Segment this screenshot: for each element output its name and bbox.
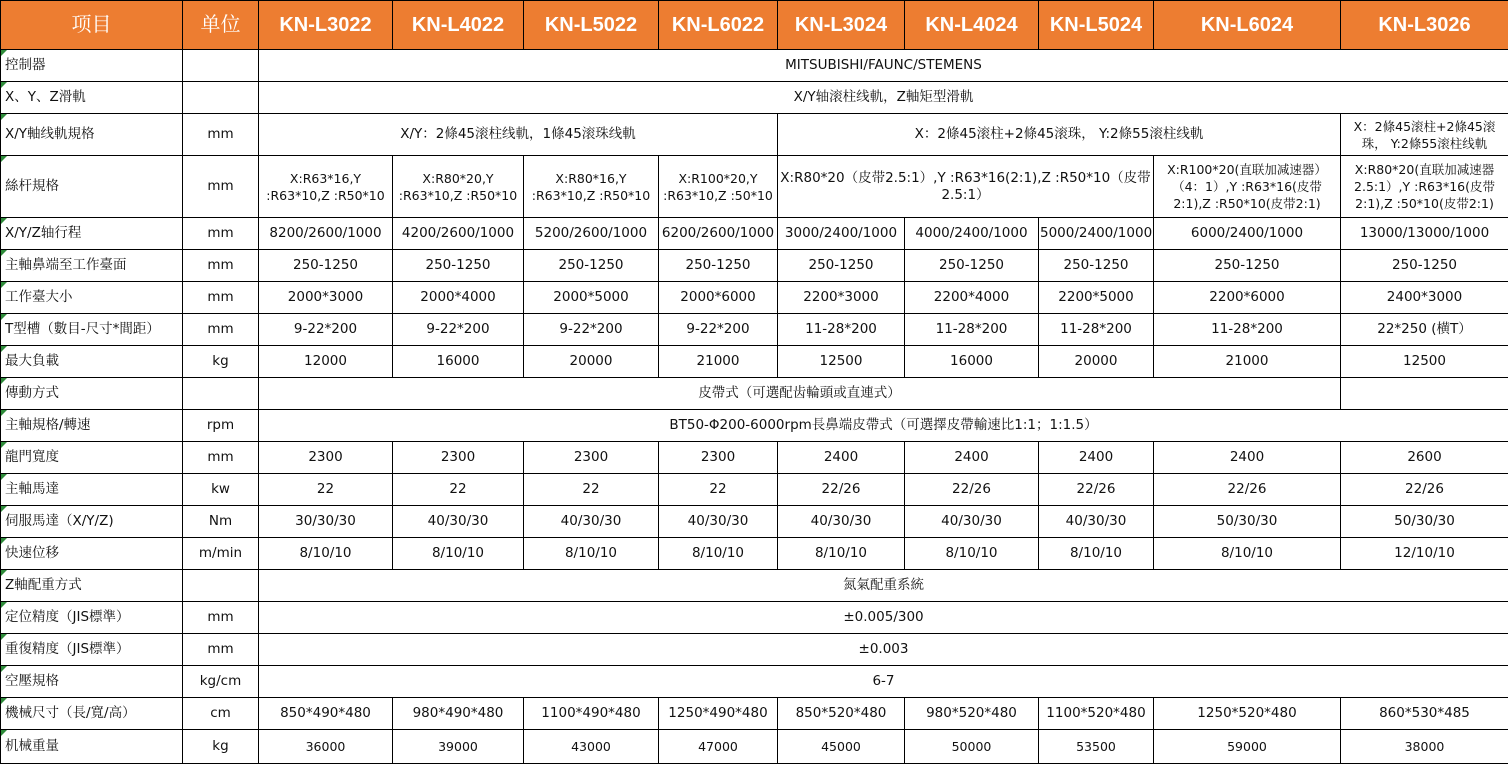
cell: 2300	[393, 442, 524, 474]
cell: 2000*4000	[393, 282, 524, 314]
cell: X：2條45滚柱+2條45滚珠， Y:2條55滚柱线軌	[1341, 114, 1508, 156]
cell: 980*520*480	[905, 698, 1039, 730]
cell: 8/10/10	[259, 538, 393, 570]
cell: 2600	[1341, 442, 1508, 474]
cell: 2000*6000	[659, 282, 778, 314]
header-model: KN-L3024	[778, 1, 905, 50]
table-row	[1, 82, 1508, 114]
row-unit	[183, 570, 259, 602]
cell: 8/10/10	[524, 538, 659, 570]
cell: 12500	[778, 346, 905, 378]
row-label: 控制器	[1, 50, 183, 82]
cell: 50/30/30	[1154, 506, 1341, 538]
table-row	[1, 314, 1508, 346]
cell: 980*490*480	[393, 698, 524, 730]
cell: 8/10/10	[1039, 538, 1154, 570]
header-model: KN-L4022	[393, 1, 524, 50]
cell: 16000	[905, 346, 1039, 378]
cell: 45000	[778, 730, 905, 764]
header-model: KN-L3026	[1341, 1, 1508, 50]
table-row	[1, 570, 1508, 602]
cell: 2300	[259, 442, 393, 474]
cell: 40/30/30	[905, 506, 1039, 538]
cell: 2000*5000	[524, 282, 659, 314]
cell: 250-1250	[393, 250, 524, 282]
cell: 2200*3000	[778, 282, 905, 314]
header-item: 项目	[1, 1, 183, 50]
merged-cell: 皮帶式（可選配齿輪頭或直連式）	[259, 378, 1341, 410]
cell: 50/30/30	[1341, 506, 1508, 538]
row-label: 空壓規格	[1, 666, 183, 698]
cell: 40/30/30	[1039, 506, 1154, 538]
row-label: 重復精度（JIS標準）	[1, 634, 183, 666]
cell: 11-28*200	[1154, 314, 1341, 346]
cell: 2400	[905, 442, 1039, 474]
cell: 47000	[659, 730, 778, 764]
cell: 8/10/10	[905, 538, 1039, 570]
cell: 22/26	[1039, 474, 1154, 506]
cell: 250-1250	[524, 250, 659, 282]
row-label: 工作臺大小	[1, 282, 183, 314]
cell: 59000	[1154, 730, 1341, 764]
cell: 11-28*200	[905, 314, 1039, 346]
row-unit: cm	[183, 698, 259, 730]
cell: 40/30/30	[393, 506, 524, 538]
merged-cell: 6-7	[259, 666, 1508, 698]
cell: 2400	[1039, 442, 1154, 474]
row-unit	[183, 50, 259, 82]
cell: 9-22*200	[259, 314, 393, 346]
row-label: Z軸配重方式	[1, 570, 183, 602]
header-model: KN-L4024	[905, 1, 1039, 50]
group-cell: X：2條45滚柱+2條45滚珠， Y:2條55滚柱线軌	[778, 114, 1341, 156]
table-row	[1, 602, 1508, 634]
cell: 1100*490*480	[524, 698, 659, 730]
cell: 850*520*480	[778, 698, 905, 730]
cell: 4000/2400/1000	[905, 218, 1039, 250]
cell: X:R80*20(直联加减速器2.5:1）,Y :R63*16(皮带2:1),Z :50*10(皮带2:1)	[1341, 156, 1508, 218]
header-unit: 单位	[183, 1, 259, 50]
cell: 5000/2400/1000	[1039, 218, 1154, 250]
cell: 21000	[659, 346, 778, 378]
cell: 22/26	[905, 474, 1039, 506]
merged-cell: X/Y轴滚柱线軌，Z軸矩型滑軌	[259, 82, 1508, 114]
row-unit	[183, 82, 259, 114]
header-model: KN-L6022	[659, 1, 778, 50]
row-unit: kw	[183, 474, 259, 506]
cell: 250-1250	[1039, 250, 1154, 282]
cell: 9-22*200	[524, 314, 659, 346]
cell: 1250*520*480	[1154, 698, 1341, 730]
cell: 9-22*200	[393, 314, 524, 346]
cell: 40/30/30	[778, 506, 905, 538]
cell: 22	[524, 474, 659, 506]
cell: X:R80*20,Y :R63*10,Z :R50*10	[393, 156, 524, 218]
cell: 2300	[524, 442, 659, 474]
row-unit: mm	[183, 634, 259, 666]
table-row	[1, 730, 1508, 764]
header-model: KN-L5022	[524, 1, 659, 50]
cell: 43000	[524, 730, 659, 764]
group-cell: X/Y：2條45滚柱线軌，1條45滚珠线軌	[259, 114, 778, 156]
cell: 16000	[393, 346, 524, 378]
cell: 12/10/10	[1341, 538, 1508, 570]
cell: X:R100*20,Y :R63*10,Z :50*10	[659, 156, 778, 218]
cell: 3000/2400/1000	[778, 218, 905, 250]
cell: 2400	[1154, 442, 1341, 474]
cell: 6200/2600/1000	[659, 218, 778, 250]
row-label: X、Y、Z滑軌	[1, 82, 183, 114]
merged-cell: 氮氣配重系統	[259, 570, 1508, 602]
cell: 11-28*200	[1039, 314, 1154, 346]
row-unit: Nm	[183, 506, 259, 538]
row-unit: mm	[183, 314, 259, 346]
cell: 250-1250	[1154, 250, 1341, 282]
row-label: 機械尺寸（長/寬/高）	[1, 698, 183, 730]
cell: 2000*3000	[259, 282, 393, 314]
cell: 22	[259, 474, 393, 506]
table-row	[1, 346, 1508, 378]
row-unit: kg	[183, 346, 259, 378]
cell: 8200/2600/1000	[259, 218, 393, 250]
cell: 22	[393, 474, 524, 506]
row-unit: mm	[183, 282, 259, 314]
table-row	[1, 250, 1508, 282]
table-row	[1, 666, 1508, 698]
cell	[1341, 378, 1508, 410]
cell: 250-1250	[1341, 250, 1508, 282]
cell: X:R100*20(直联加减速器）（4：1）,Y :R63*16(皮带2:1),Z :R50*10(皮带2:1)	[1154, 156, 1341, 218]
cell: 22	[659, 474, 778, 506]
row-unit: mm	[183, 250, 259, 282]
header-model: KN-L3022	[259, 1, 393, 50]
cell: 20000	[1039, 346, 1154, 378]
table-row	[1, 538, 1508, 570]
row-unit: kg	[183, 730, 259, 764]
cell: 2200*5000	[1039, 282, 1154, 314]
table-row	[1, 378, 1508, 410]
cell: 13000/13000/1000	[1341, 218, 1508, 250]
row-label: 主軸規格/轉速	[1, 410, 183, 442]
row-label: X/Y軸线軌規格	[1, 114, 183, 156]
row-unit: mm	[183, 602, 259, 634]
cell: 20000	[524, 346, 659, 378]
table-row	[1, 410, 1508, 442]
cell: 22/26	[778, 474, 905, 506]
cell: 1100*520*480	[1039, 698, 1154, 730]
table-row	[1, 156, 1508, 218]
cell: 12000	[259, 346, 393, 378]
cell: 8/10/10	[659, 538, 778, 570]
cell: X:R63*16,Y :R63*10,Z :R50*10	[259, 156, 393, 218]
cell: 8/10/10	[1154, 538, 1341, 570]
cell: 850*490*480	[259, 698, 393, 730]
table-row	[1, 698, 1508, 730]
cell: 250-1250	[259, 250, 393, 282]
cell: X:R80*16,Y :R63*10,Z :R50*10	[524, 156, 659, 218]
row-label: T型槽（數目-尺寸*間距）	[1, 314, 183, 346]
cell: 40/30/30	[524, 506, 659, 538]
cell: 8/10/10	[778, 538, 905, 570]
row-unit: m/min	[183, 538, 259, 570]
cell: 250-1250	[905, 250, 1039, 282]
row-label: X/Y/Z轴行程	[1, 218, 183, 250]
table-row	[1, 282, 1508, 314]
table-row	[1, 114, 1508, 156]
cell: 40/30/30	[659, 506, 778, 538]
cell: 39000	[393, 730, 524, 764]
cell: 2400	[778, 442, 905, 474]
table-row	[1, 218, 1508, 250]
row-label: 机械重量	[1, 730, 183, 764]
row-label: 最大負載	[1, 346, 183, 378]
row-label: 絲杆規格	[1, 156, 183, 218]
table-row	[1, 474, 1508, 506]
cell: 250-1250	[659, 250, 778, 282]
cell: 36000	[259, 730, 393, 764]
row-label: 主軸鼻端至工作臺面	[1, 250, 183, 282]
merged-cell: MITSUBISHI/FAUNC/STEMENS	[259, 50, 1508, 82]
table-row	[1, 50, 1508, 82]
row-unit: rpm	[183, 410, 259, 442]
cell: 11-28*200	[778, 314, 905, 346]
cell: 12500	[1341, 346, 1508, 378]
cell: 8/10/10	[393, 538, 524, 570]
cell: 4200/2600/1000	[393, 218, 524, 250]
cell: 53500	[1039, 730, 1154, 764]
cell: 2300	[659, 442, 778, 474]
table-row	[1, 634, 1508, 666]
merged-cell: BT50-Φ200-6000rpm長鼻端皮帶式（可選擇皮帶輸速比1:1；1:1.5）	[259, 410, 1508, 442]
header-row	[1, 1, 1508, 50]
group-cell: X:R80*20（皮带2.5:1）,Y :R63*16(2:1),Z :R50*10（皮带2.5:1）	[778, 156, 1154, 218]
row-unit	[183, 378, 259, 410]
table-row	[1, 506, 1508, 538]
cell: 5200/2600/1000	[524, 218, 659, 250]
cell: 38000	[1341, 730, 1508, 764]
row-label: 伺服馬達（X/Y/Z)	[1, 506, 183, 538]
row-unit: kg/cm	[183, 666, 259, 698]
row-label: 傳動方式	[1, 378, 183, 410]
cell: 9-22*200	[659, 314, 778, 346]
cell: 250-1250	[778, 250, 905, 282]
cell: 22/26	[1341, 474, 1508, 506]
header-model: KN-L5024	[1039, 1, 1154, 50]
merged-cell: ±0.005/300	[259, 602, 1508, 634]
cell: 50000	[905, 730, 1039, 764]
cell: 860*530*485	[1341, 698, 1508, 730]
cell: 21000	[1154, 346, 1341, 378]
cell: 22*250 (横T）	[1341, 314, 1508, 346]
row-unit: mm	[183, 114, 259, 156]
row-unit: mm	[183, 442, 259, 474]
table-row	[1, 442, 1508, 474]
cell: 6000/2400/1000	[1154, 218, 1341, 250]
row-unit: mm	[183, 156, 259, 218]
cell: 22/26	[1154, 474, 1341, 506]
cell: 2200*4000	[905, 282, 1039, 314]
merged-cell: ±0.003	[259, 634, 1508, 666]
row-label: 龍門寬度	[1, 442, 183, 474]
row-label: 主軸馬達	[1, 474, 183, 506]
row-unit: mm	[183, 218, 259, 250]
cell: 2400*3000	[1341, 282, 1508, 314]
cell: 1250*490*480	[659, 698, 778, 730]
header-model: KN-L6024	[1154, 1, 1341, 50]
cell: 30/30/30	[259, 506, 393, 538]
cell: 2200*6000	[1154, 282, 1341, 314]
row-label: 快速位移	[1, 538, 183, 570]
row-label: 定位精度（JIS標準）	[1, 602, 183, 634]
